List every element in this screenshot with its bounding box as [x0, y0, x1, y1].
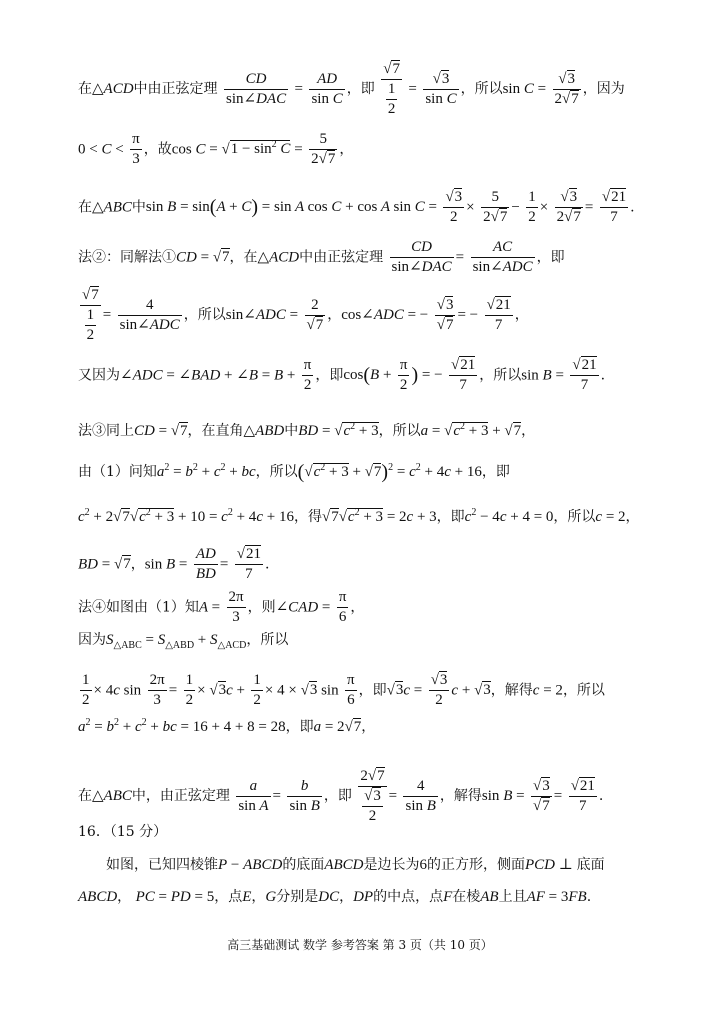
fraction: CD sin∠DAC	[391, 239, 452, 275]
text: ，即	[536, 249, 565, 266]
fraction: AC sin∠ADC	[472, 239, 533, 275]
fraction: $\frac{√21}{7}$	[451, 357, 476, 393]
text: ，	[327, 307, 342, 324]
line-11: 法④如图由（1）知A = $\frac{2\pi}{3}$ ，则∠CAD = $\frac{\pi}{6}$ ，	[78, 589, 365, 625]
text: 法④如图由（1）知	[78, 599, 199, 616]
text: ，所以	[460, 81, 503, 98]
fraction: $\frac{√3}{2√7}$	[554, 70, 579, 107]
fraction: $\frac{√21}{7}$	[236, 546, 261, 582]
text: 法③同上	[78, 423, 134, 439]
text: ，所以	[479, 367, 522, 384]
fraction: $\frac{√3}{2√7}$	[556, 189, 581, 225]
fraction: $\frac{a}{\text{sin A}}$	[238, 777, 269, 814]
text: 由（1）问知	[78, 464, 157, 480]
text: ，即	[436, 509, 465, 525]
text: ，	[130, 556, 145, 573]
fraction: $\frac{√7}{\frac{1}{2}}$	[82, 287, 99, 343]
text: 的正方形，侧面	[426, 857, 525, 873]
text: ，在	[229, 249, 258, 266]
fraction: 4 sin∠ADC	[119, 296, 180, 333]
text: ，即	[358, 682, 387, 699]
fraction: $\frac{√3}{2}$	[445, 189, 463, 225]
fraction: $\frac{√21}{7}$	[570, 777, 595, 814]
fraction: CD sin∠DAC	[226, 70, 287, 107]
line-5: $\frac{√7}{\frac{1}{2}}$ = 4 sin∠ADC ，所以sin∠ADC = $\frac{2}{√7}$ ，cos∠ADC = − $\frac{√3}{√7}$ = − $\frac{√21}{7}$ ，	[82, 287, 529, 343]
fraction: $\frac{AD}{\text{sin C}}$	[311, 70, 343, 107]
fraction: $\frac{5}{2√7}$	[311, 131, 336, 167]
fraction: $\frac{√7}{\frac{1}{2}}$	[383, 61, 400, 117]
text: ，即	[315, 367, 344, 384]
line-10: BD = √7，sin B = $\frac{AD}{BD}$ = $\frac{√21}{7}$ .	[78, 546, 270, 582]
fraction: $\frac{2√7}{\frac{√3}{2}}$	[360, 768, 385, 824]
line-15: 在△ABC中，由正弦定理 $\frac{a}{\text{sin A}}$ = $\frac{b}{\text{sin B}}$ ，即 $\frac{2√7}{\frac{√3}{2}}$ = $\frac{4}{\text{sin B}}$ ，解得sin B = $\frac{√3}{√7}$ = $\frac{√21}{7}$ .	[78, 768, 604, 824]
fraction: $\frac{1}{2}$	[528, 189, 536, 225]
fraction: $\frac{√21}{7}$	[486, 296, 511, 333]
text: 的中点，点	[373, 889, 444, 905]
text: ，所以	[378, 423, 421, 439]
text: 中，由正弦定理	[131, 788, 230, 805]
fraction: $\frac{1}{2}$	[253, 672, 261, 708]
line-3: 在△ABC中sin B = sin(A + C) = sin A cos C + cos A sin C = $\frac{√3}{2}$ × $\frac{5}{2√7}$ − $\frac{1}{2}$ × $\frac{√3}{2√7}$ = $\frac{√21}{7}$ .	[78, 189, 635, 225]
fraction: $\frac{2\pi}{3}$	[149, 672, 165, 708]
line-12: 因为$S_{\triangle ABC} = S_{\triangle ABD} + S_{\triangle ACD}$，所以	[78, 632, 289, 651]
text: ，所以	[553, 509, 596, 525]
text: 在棱	[452, 889, 481, 905]
text: 在	[78, 199, 92, 216]
fraction: $\frac{\pi}{6}$	[338, 589, 347, 625]
fraction: $\frac{√21}{7}$	[572, 357, 597, 393]
fraction: $\frac{√3}{2}$	[430, 672, 448, 708]
fraction: $\frac{\pi}{6}$	[347, 672, 355, 708]
text: ，	[251, 889, 266, 905]
text: 法②：同解法①	[78, 249, 176, 266]
text: ，得	[293, 509, 322, 525]
text: ，	[339, 889, 354, 905]
fraction: $\frac{\pi}{2}$	[303, 357, 312, 393]
text: ，则	[247, 599, 276, 616]
text: 中由正弦定理	[133, 81, 218, 98]
text: ，所以	[183, 307, 226, 324]
question-16-title: 16．（15 分）	[78, 824, 168, 840]
fraction: $\frac{AD}{BD}$	[195, 546, 216, 582]
fraction: $\frac{2\pi}{3}$	[228, 589, 244, 625]
fraction: $\frac{4}{\text{sin B}}$	[405, 777, 436, 814]
text: ，即	[346, 81, 375, 98]
text: 又因为	[78, 367, 120, 384]
fraction: $\frac{b}{\text{sin B}}$	[289, 777, 320, 814]
line-7: 法③同上CD = √7，在直角△ABD中BD = $√c^2 + 3$，所以$a = √c^2 + 3 + √7$，	[78, 421, 536, 439]
line-4: 法②：同解法①CD = √7，在△ACD中由正弦定理 CD sin∠DAC = AC sin∠ADC ，即	[78, 239, 565, 275]
text: 分别是	[276, 889, 319, 905]
text: ，点	[214, 889, 243, 905]
question-16-line-1: 如图，已知四棱锥P − ABCD的底面ABCD是边长为6的正方形，侧面PCD ⊥ 底面	[106, 857, 605, 873]
line-13: $\frac{1}{2}$ × 4c sin $\frac{2\pi}{3}$ = $\frac{1}{2}$ × √3c + $\frac{1}{2}$ × 4 × √3 sin $\frac{\pi}{6}$ ，即√3c = $\frac{√3}{2}$ c + √3，解得c = 2，所以	[82, 672, 605, 708]
fraction: $\frac{√21}{7}$	[601, 189, 627, 225]
text: ，	[117, 889, 132, 905]
text: ，故	[143, 141, 172, 158]
text: 的底面	[282, 857, 325, 873]
text: ，解得	[490, 682, 533, 699]
text: 在	[78, 81, 92, 98]
line-14: $a^2 = b^2 + c^2$ + bc = 16 + 4 + 8 = 28，即a = 2√7，	[78, 717, 376, 735]
text: 中	[284, 423, 299, 439]
fraction: $\frac{5}{2√7}$	[483, 189, 508, 225]
page-footer: 高三基础测试 数学 参考答案 第 3 页（共 10 页）	[227, 938, 493, 952]
text: ，因为	[582, 81, 625, 98]
fraction: $\frac{\pi}{2}$	[399, 357, 408, 393]
text: ，即	[285, 719, 314, 735]
text: ，所以	[255, 464, 298, 480]
text: ，解得	[439, 788, 482, 805]
text: 中由正弦定理	[299, 249, 384, 266]
text: 中	[131, 199, 146, 216]
fraction: $\frac{√3}{√7}$	[436, 296, 454, 333]
fraction: $\frac{\pi}{3}$	[132, 131, 140, 167]
text: ，即	[323, 788, 352, 805]
question-16-line-2: ABCD， PC = PD = 5，点E，G分别是DC，DP的中点，点F在棱AB上且AF = 3FB.	[78, 889, 592, 905]
line-9: $c^2 + 2√7√c^2 + 3 + 10 = c^2 + 4c + 16$，得$√7√c^2 + 3 = 2c + 3$，即$c^2 - 4c + 4 = 0$，所以c = 2，	[78, 507, 640, 525]
fraction: $\frac{√3}{√7}$	[533, 777, 550, 814]
text: ，即	[481, 464, 510, 480]
fraction: $\frac{1}{2}$	[82, 672, 90, 708]
fraction: $\frac{1}{2}$	[185, 672, 194, 708]
text: 上且	[498, 889, 527, 905]
text: 是边长为	[363, 857, 420, 873]
line-1: 在△ACD中由正弦定理 CD sin∠DAC = $\frac{AD}{\text{sin C}}$ ，即 $\frac{√7}{\frac{1}{2}}$ = $\frac{√3}{\text{sin C}}$ ，所以sin C = $\frac{√3}{2√7}$ ，因为	[78, 61, 625, 117]
text: 底面	[576, 857, 605, 873]
fraction: $\frac{2}{√7}$	[306, 296, 324, 333]
text: 在	[78, 788, 92, 805]
text: ，在直角	[187, 423, 244, 439]
text: 因为	[78, 632, 106, 648]
text: 如图，已知四棱锥	[106, 857, 218, 873]
text: ，所以	[562, 682, 605, 699]
line-2: 0 < C < $\frac{\pi}{3}$ ，故$\cos C = √1 - \sin^2 C$ = $\frac{5}{2√7}$ ，	[78, 131, 354, 167]
line-8: 由（1）问知$a^2 = b^2 + c^2$ + bc，所以$(√c^2 + 3 + √7)^2 = c^2 + 4c + 16$，即	[78, 461, 510, 483]
line-6: 又因为∠ADC = ∠BAD + ∠B = B + $\frac{\pi}{2}$ ，即cos(B + $\frac{\pi}{2}$ ) = − $\frac{√21}{7}$ ，所以sin B = $\frac{√21}{7}$ .	[78, 357, 606, 393]
text: ，所以	[246, 632, 289, 648]
fraction: $\frac{√3}{\text{sin C}}$	[425, 70, 457, 107]
